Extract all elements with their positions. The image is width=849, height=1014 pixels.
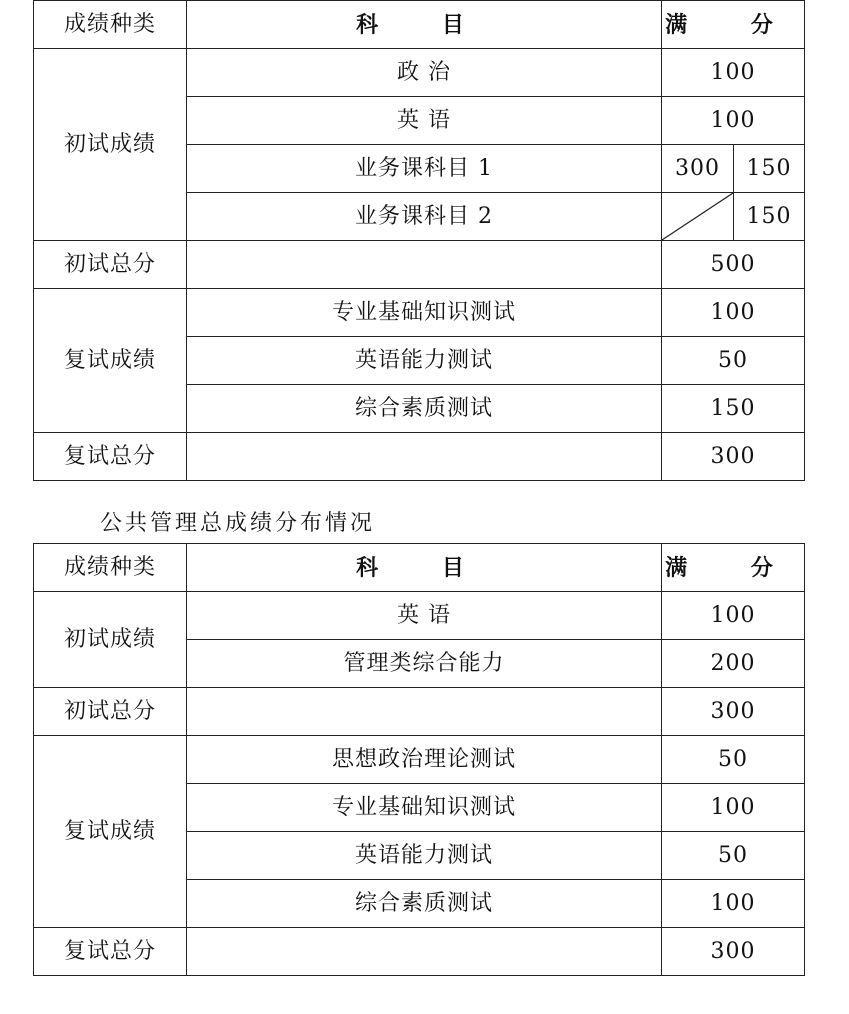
empty-subject-cell [187,688,662,736]
table-row [34,592,805,640]
table-row [34,736,805,784]
score-cell: 100 [662,592,805,640]
header-full-score: 满 分 [662,1,805,49]
score-cell: 150 [662,385,805,433]
subject-cell: 思想政治理论测试 [187,736,662,784]
table-header-row [34,1,805,49]
subject-cell: 业务课科目 1 [187,145,662,193]
empty-subject-cell [187,928,662,976]
header-category: 成绩种类 [34,1,187,49]
score-cell: 150 [734,145,805,193]
subject-cell: 英 语 [187,592,662,640]
score-cell: 500 [662,241,805,289]
category-preliminary-total: 初试总分 [34,688,187,736]
score-cell: 300 [662,433,805,481]
subject-cell: 英 语 [187,97,662,145]
section-caption: 公共管理总成绩分布情况 [100,511,376,536]
header-subject: 科 目 [187,1,662,49]
table-row [34,688,805,736]
score-cell: 50 [662,832,805,880]
diagonal-empty-cell [662,193,734,241]
table-row [34,289,805,337]
combined-score-cell: 300 [662,145,734,193]
score-cell: 100 [662,880,805,928]
empty-subject-cell [187,241,662,289]
category-retest-total: 复试总分 [34,433,187,481]
table-row [34,241,805,289]
table-row [34,49,805,97]
score-cell: 150 [734,193,805,241]
header-category: 成绩种类 [34,544,187,592]
diagonal-line [662,193,733,240]
score-cell: 300 [662,928,805,976]
category-preliminary: 初试成绩 [34,592,187,688]
subject-cell: 政 治 [187,49,662,97]
category-retest-total: 复试总分 [34,928,187,976]
table-row [34,928,805,976]
table-header-row [34,544,805,592]
subject-cell: 英语能力测试 [187,832,662,880]
score-table-2 [33,543,805,976]
empty-subject-cell [187,433,662,481]
score-cell: 100 [662,784,805,832]
subject-cell: 综合素质测试 [187,385,662,433]
score-cell: 100 [662,49,805,97]
score-cell: 50 [662,736,805,784]
table-row [34,433,805,481]
score-cell: 100 [662,97,805,145]
category-retest: 复试成绩 [34,736,187,928]
subject-cell: 业务课科目 2 [187,193,662,241]
header-full-score: 满 分 [662,544,805,592]
subject-cell: 专业基础知识测试 [187,784,662,832]
score-cell: 50 [662,337,805,385]
score-cell: 100 [662,289,805,337]
category-preliminary: 初试成绩 [34,49,187,241]
subject-cell: 英语能力测试 [187,337,662,385]
subject-cell: 管理类综合能力 [187,640,662,688]
category-preliminary-total: 初试总分 [34,241,187,289]
subject-cell: 专业基础知识测试 [187,289,662,337]
score-cell: 300 [662,688,805,736]
header-subject: 科 目 [187,544,662,592]
score-table-1 [33,0,805,481]
category-retest: 复试成绩 [34,289,187,433]
subject-cell: 综合素质测试 [187,880,662,928]
score-cell: 200 [662,640,805,688]
